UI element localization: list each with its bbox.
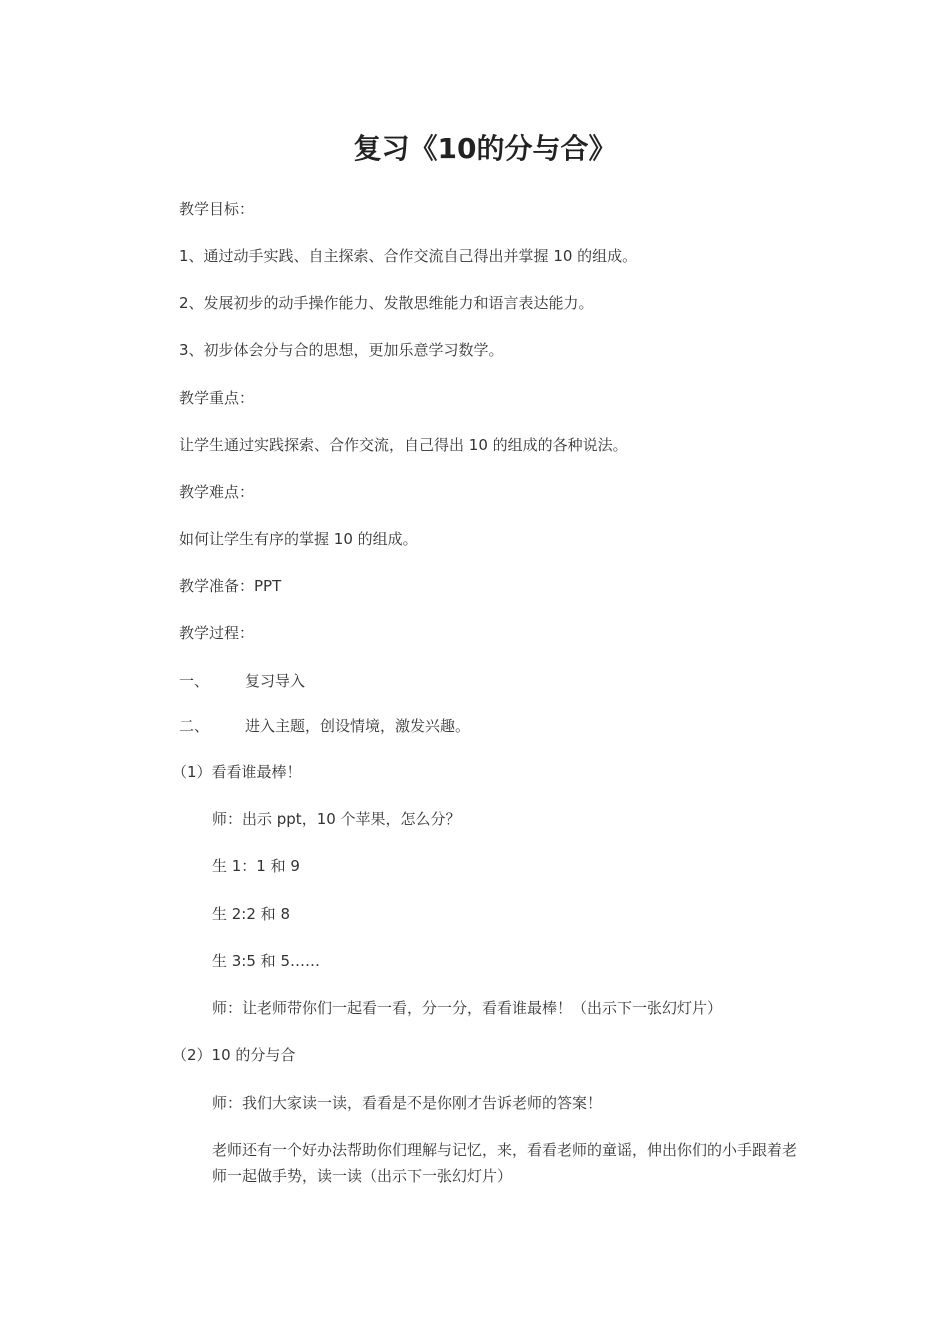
part-1-teacher-line: 师：出示 ppt，10 个苹果，怎么分？ [212,810,461,828]
prep-text: 教学准备：PPT [179,577,282,595]
part-1-student-2: 生 2:2 和 8 [212,905,290,923]
goal-2: 2、发展初步的动手操作能力、发散思维能力和语言表达能力。 [179,294,594,312]
step-1 [179,670,305,692]
difficulty-heading: 教学难点： [179,483,255,501]
part-1-student-3: 生 3:5 和 5…… [212,952,320,970]
part-1-heading: （1）看看谁最棒！ [172,763,302,781]
part-2-teacher-line: 师：我们大家读一读，看看是不是你刚才告诉老师的答案！ [212,1094,603,1112]
part-2-heading: （2）10 的分与合 [172,1046,296,1064]
goals-heading: 教学目标： [179,200,255,218]
key-text: 让学生通过实践探索、合作交流，自己得出 10 的组成的各种说法。 [179,436,628,454]
key-heading: 教学重点： [179,389,255,407]
goal-1: 1、通过动手实践、自主探索、合作交流自己得出并掌握 10 的组成。 [179,247,638,265]
difficulty-text: 如何让学生有序的掌握 10 的组成。 [179,530,418,548]
part-2-paragraph: 老师还有一个好办法帮助你们理解与记忆，来，看看老师的童谣，伸出你们的小手跟着老师一起做手势，读一读（出示下一张幻灯片） [212,1141,798,1185]
step-1-text: 复习导入 [245,672,306,690]
step-2 [179,715,470,737]
goal-3: 3、初步体会分与合的思想，更加乐意学习数学。 [179,341,504,359]
document-title: 复习《10的分与合》 [353,132,617,165]
step-2-text: 进入主题，创设情境，激发兴趣。 [245,717,471,735]
part-1-student-1: 生 1：1 和 9 [212,857,300,875]
process-heading: 教学过程： [179,624,255,642]
step-1-number: 一、 [179,672,210,690]
part-1-teacher-line-2: 师：让老师带你们一起看一看，分一分，看看谁最棒！（出示下一张幻灯片） [212,999,723,1017]
step-2-number: 二、 [179,717,210,735]
